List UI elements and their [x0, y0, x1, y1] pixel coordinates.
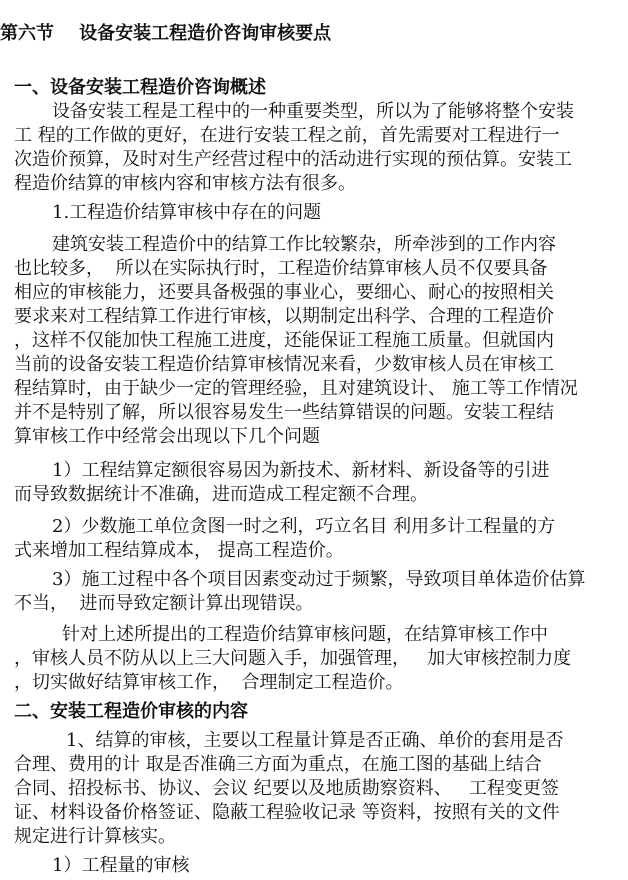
text-line: ，这样不仅能加快工程施工进度，还能保证工程施工质量。但就国内 [14, 330, 554, 351]
text-line: 当前的设备安装工程造价结算审核情况来看，少数审核人员在审核工 [14, 354, 554, 375]
text-line: 证、材料设备价格签证、隐蔽工程验收记录 等资料，按照有关的文件 [14, 802, 560, 823]
text-line: 也比较多， 所以在实际执行时，工程造价结算审核人员不仅要具备 [14, 258, 548, 279]
text-line: ，切实做好结算审核工作， 合理制定工程造价。 [14, 672, 404, 693]
text-line: 要求来对工程结算工作进行审核，以期制定出科学、合理的工程造价 [14, 306, 554, 327]
list-item-text: 2）少数施工单位贪图一时之利，巧立名目 利用多计工程量的方 [52, 516, 556, 537]
text-line: 次造价预算，及时对生产经营过程中的活动进行实现的预估算。安装工 [14, 149, 572, 170]
text-line: 并不是特别了解，所以很容易发生一些结算错误的问题。安装工程结 [14, 402, 554, 423]
section-heading-1: 一、设备安装工程造价咨询概述 [14, 77, 266, 98]
text-line: 针对上述所提出的工程造价结算审核问题，在结算审核工作中 [62, 624, 548, 645]
text-line: 规定进行计算核实。 [14, 826, 176, 847]
list-item-text: 1）工程结算定额很容易因为新技术、新材料、新设备等的引进 [52, 460, 550, 481]
list-item-text: 不当， 进而导致定额计算出现错误。 [14, 593, 314, 614]
text-line: 合理、费用的计 取是否准确三方面为重点，在施工图的基础上结合 [14, 754, 542, 775]
text-line: 1、结算的审核，主要以工程量计算是否正确、单价的套用是否 [66, 730, 564, 751]
text-line: 工 程的工作做的更好，在进行安装工程之前，首先需要对工程进行一 [14, 125, 560, 146]
text-line: 相应的审核能力，还要具备极强的事业心，要细心、耐心的按照相关 [14, 282, 554, 303]
section-heading-2: 二、安装工程造价审核的内容 [14, 701, 248, 722]
text-line: 算审核工作中经常会出现以下几个问题 [14, 426, 320, 447]
list-item-text: 式来增加工程结算成本， 提高工程造价。 [14, 540, 344, 561]
text-line: 程结算时，由于缺少一定的管理经验，且对建筑设计、 施工等工作情况 [14, 378, 578, 399]
subheading: 1.工程造价结算审核中存在的问题 [52, 202, 322, 223]
text-line: 建筑安装工程造价中的结算工作比较繁杂，所牵涉到的工作内容 [52, 234, 556, 255]
text-line: ，审核人员不防从以上三大问题入手，加强管理， 加大审核控制力度 [14, 648, 572, 669]
text-line: 程造价结算的审核内容和审核方法有很多。 [14, 173, 356, 194]
list-item-text: 3）施工过程中各个项目因素变动过于频繁，导致项目单体造价估算 [52, 569, 586, 590]
list-item-text: 1）工程量的审核 [52, 855, 190, 876]
text-line: 设备安装工程是工程中的一种重要类型，所以为了能够将整个安装 [52, 101, 574, 122]
page-title: 第六节 设备安装工程造价咨询审核要点 [0, 23, 332, 44]
text-line: 合同、招投标书、协议、会议 纪要以及地质勘察资料、 工程变更签 [14, 778, 559, 799]
list-item-text: 而导致数据统计不准确，进而造成工程定额不合理。 [14, 484, 428, 505]
